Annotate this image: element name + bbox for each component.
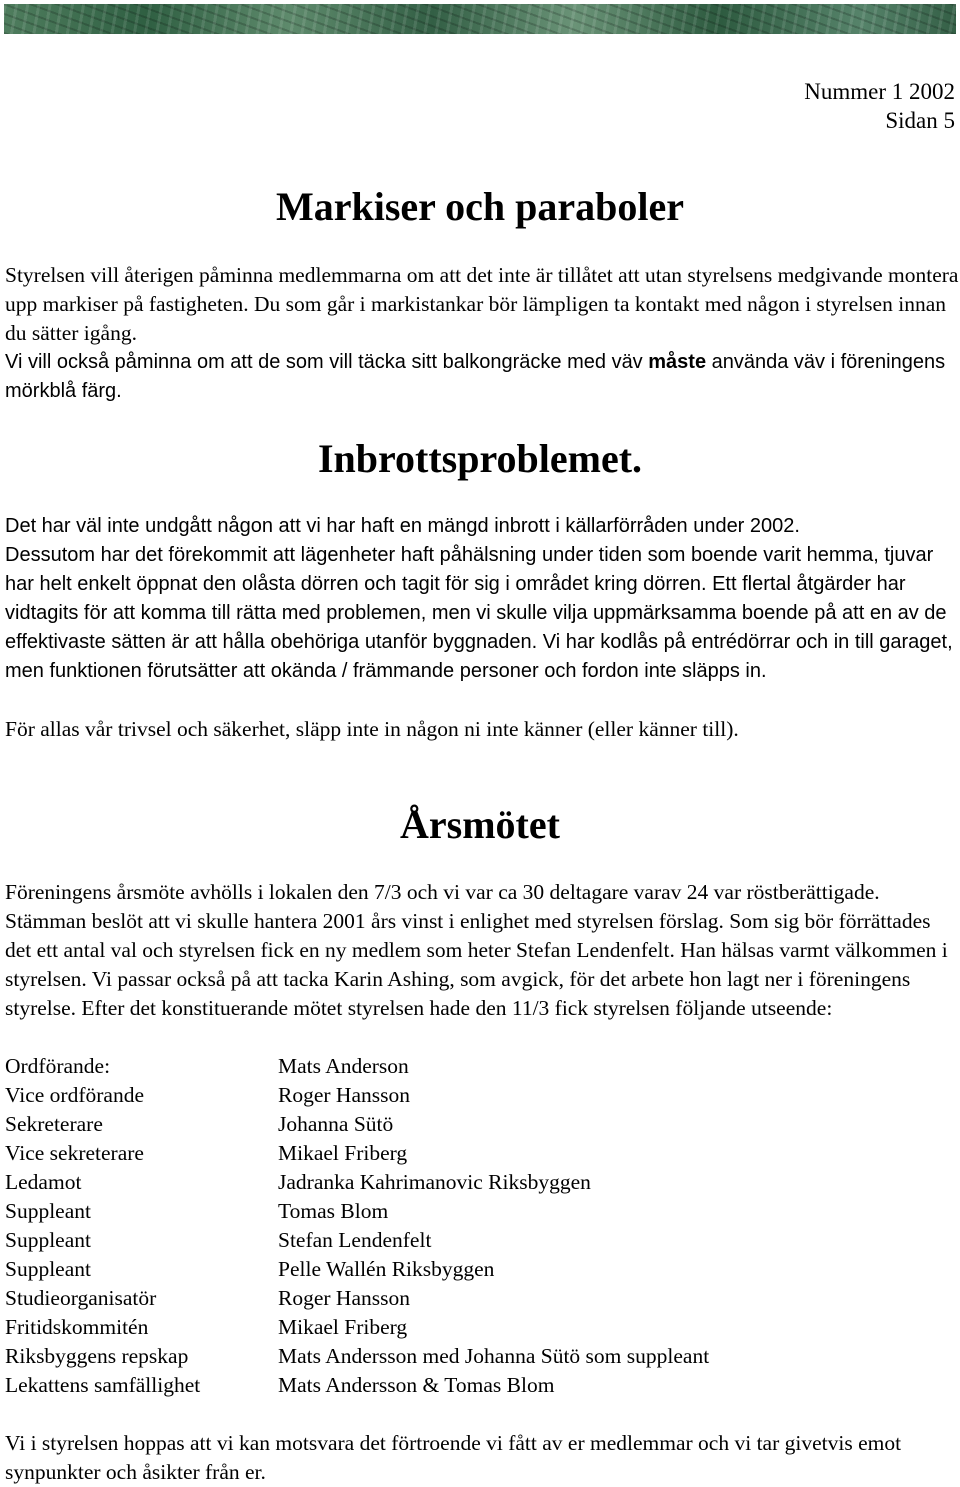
board-member: Mikael Friberg [278,1141,408,1165]
board-role: Studieorganisatör [5,1286,157,1310]
board-member: Jadranka Kahrimanovic Riksbyggen [278,1170,591,1194]
board-role: Vice sekreterare [5,1141,144,1165]
board-role: Ledamot [5,1170,82,1194]
heading-arsmotet: Årsmötet [400,802,560,847]
board-member: Mikael Friberg [278,1315,408,1339]
board-role: Fritidskommitén [5,1315,149,1339]
inbrott-paragraph-1: Det har väl inte undgått någon att vi har haft en mängd inbrott i källarförråden under 2002. [5,515,800,537]
markiser-text-end: använda väv i föreningens mörkblå färg. [5,351,946,402]
board-role: Vice ordförande [5,1083,144,1107]
board-row [5,1052,905,1081]
board-member: Tomas Blom [278,1199,389,1223]
inbrott-paragraph-3: För allas vår trivsel och säkerhet, släpp inte in någon ni inte känner (eller känner till). [5,717,739,741]
markiser-emphasis: måste [648,351,707,373]
board-member: Mats Andersson & Tomas Blom [278,1373,555,1397]
board-row [5,1168,905,1197]
arsmote-intro: Föreningens årsmöte avhölls i lokalen den 7/3 och vi var ca 30 deltagare varav 24 var röstberättigade. Stämman beslöt att vi skulle hantera 2001 års vinst i enlighet med styrelsen förslag. Som sig bör förrättades det ett antal val och styrelsen fick en ny medlem som heter Stefan Lendenfelt. Han hälsas varmt välkommen i styrelsen. Vi passar också på att tacka Karin Ashing, som avgick, för det arbete hon lagt ner i föreningens styrelse. Efter det konstituerande mötet styrelsen hade den 11/3 fick styrelsen följande utseende: [5,880,948,1020]
heading-markiser: Markiser och paraboler [275,184,685,229]
board-member: Mats Anderson [278,1054,409,1078]
issue-info [804,77,955,135]
board-role: Suppleant [5,1228,91,1252]
markiser-paragraph-2 [5,348,960,406]
board-member: Mats Andersson med Johanna Sütö som suppleant [278,1344,710,1368]
board-role: Sekreterare [5,1112,103,1136]
markiser-paragraph-1: Styrelsen vill återigen påminna medlemmarna om att det inte är tillåtet att utan styrelsens medgivande montera upp markiser på fastigheten. Du som går i markistankar bör lämpligen ta kontakt med någon i styrelsen innan du sätter igång. [5,263,959,345]
header-banner [4,4,956,34]
board-row [5,1313,905,1342]
board-role: Suppleant [5,1257,91,1281]
board-row [5,1342,905,1371]
board-role: Suppleant [5,1199,91,1223]
board-member: Roger Hansson [278,1083,410,1107]
board-row [5,1255,905,1284]
board-member: Pelle Wallén Riksbyggen [278,1257,495,1281]
issue-number: Nummer 1 2002 [804,79,955,104]
closing-paragraph: Vi i styrelsen hoppas att vi kan motsvara det förtroende vi fått av er medlemmar och vi tar givetvis emot synpunkter och åsikter från er. [5,1431,902,1484]
markiser-text-start: Vi vill också påminna om att de som vill täcka sitt balkongräcke med väv [5,351,649,373]
board-role: Riksbyggens repskap [5,1344,189,1368]
board-member: Johanna Sütö [278,1112,394,1136]
board-role: Ordförande: [5,1054,111,1078]
heading-inbrott: Inbrottsproblemet. [317,436,643,481]
board-row [5,1081,905,1110]
board-row [5,1110,905,1139]
board-row [5,1197,905,1226]
board-member: Stefan Lendenfelt [278,1228,432,1252]
board-row [5,1139,905,1168]
board-member: Roger Hansson [278,1286,410,1310]
board-row [5,1284,905,1313]
board-list [5,1052,905,1400]
page-number: Sidan 5 [885,108,955,133]
board-row [5,1226,905,1255]
board-role: Lekattens samfällighet [5,1373,201,1397]
inbrott-paragraph-2: Dessutom har det förekommit att lägenheter haft påhälsning under tiden som boende varit hemma, tjuvar har helt enkelt öppnat den olåsta dörren och tagit för sig i området kring dörren. Ett flertal åtgärder har vidtagits för att komma till rätta med problemen, men vi skulle vilja uppmärksamma boende på att en av de effektivaste sätten är att hålla obehöriga utanför byggnaden. Vi har kodlås på entrédörrar och in till garaget, men funktionen förutsätter att okända / främmande personer och fordon inte släpps in. [5,544,953,682]
board-row [5,1371,905,1400]
